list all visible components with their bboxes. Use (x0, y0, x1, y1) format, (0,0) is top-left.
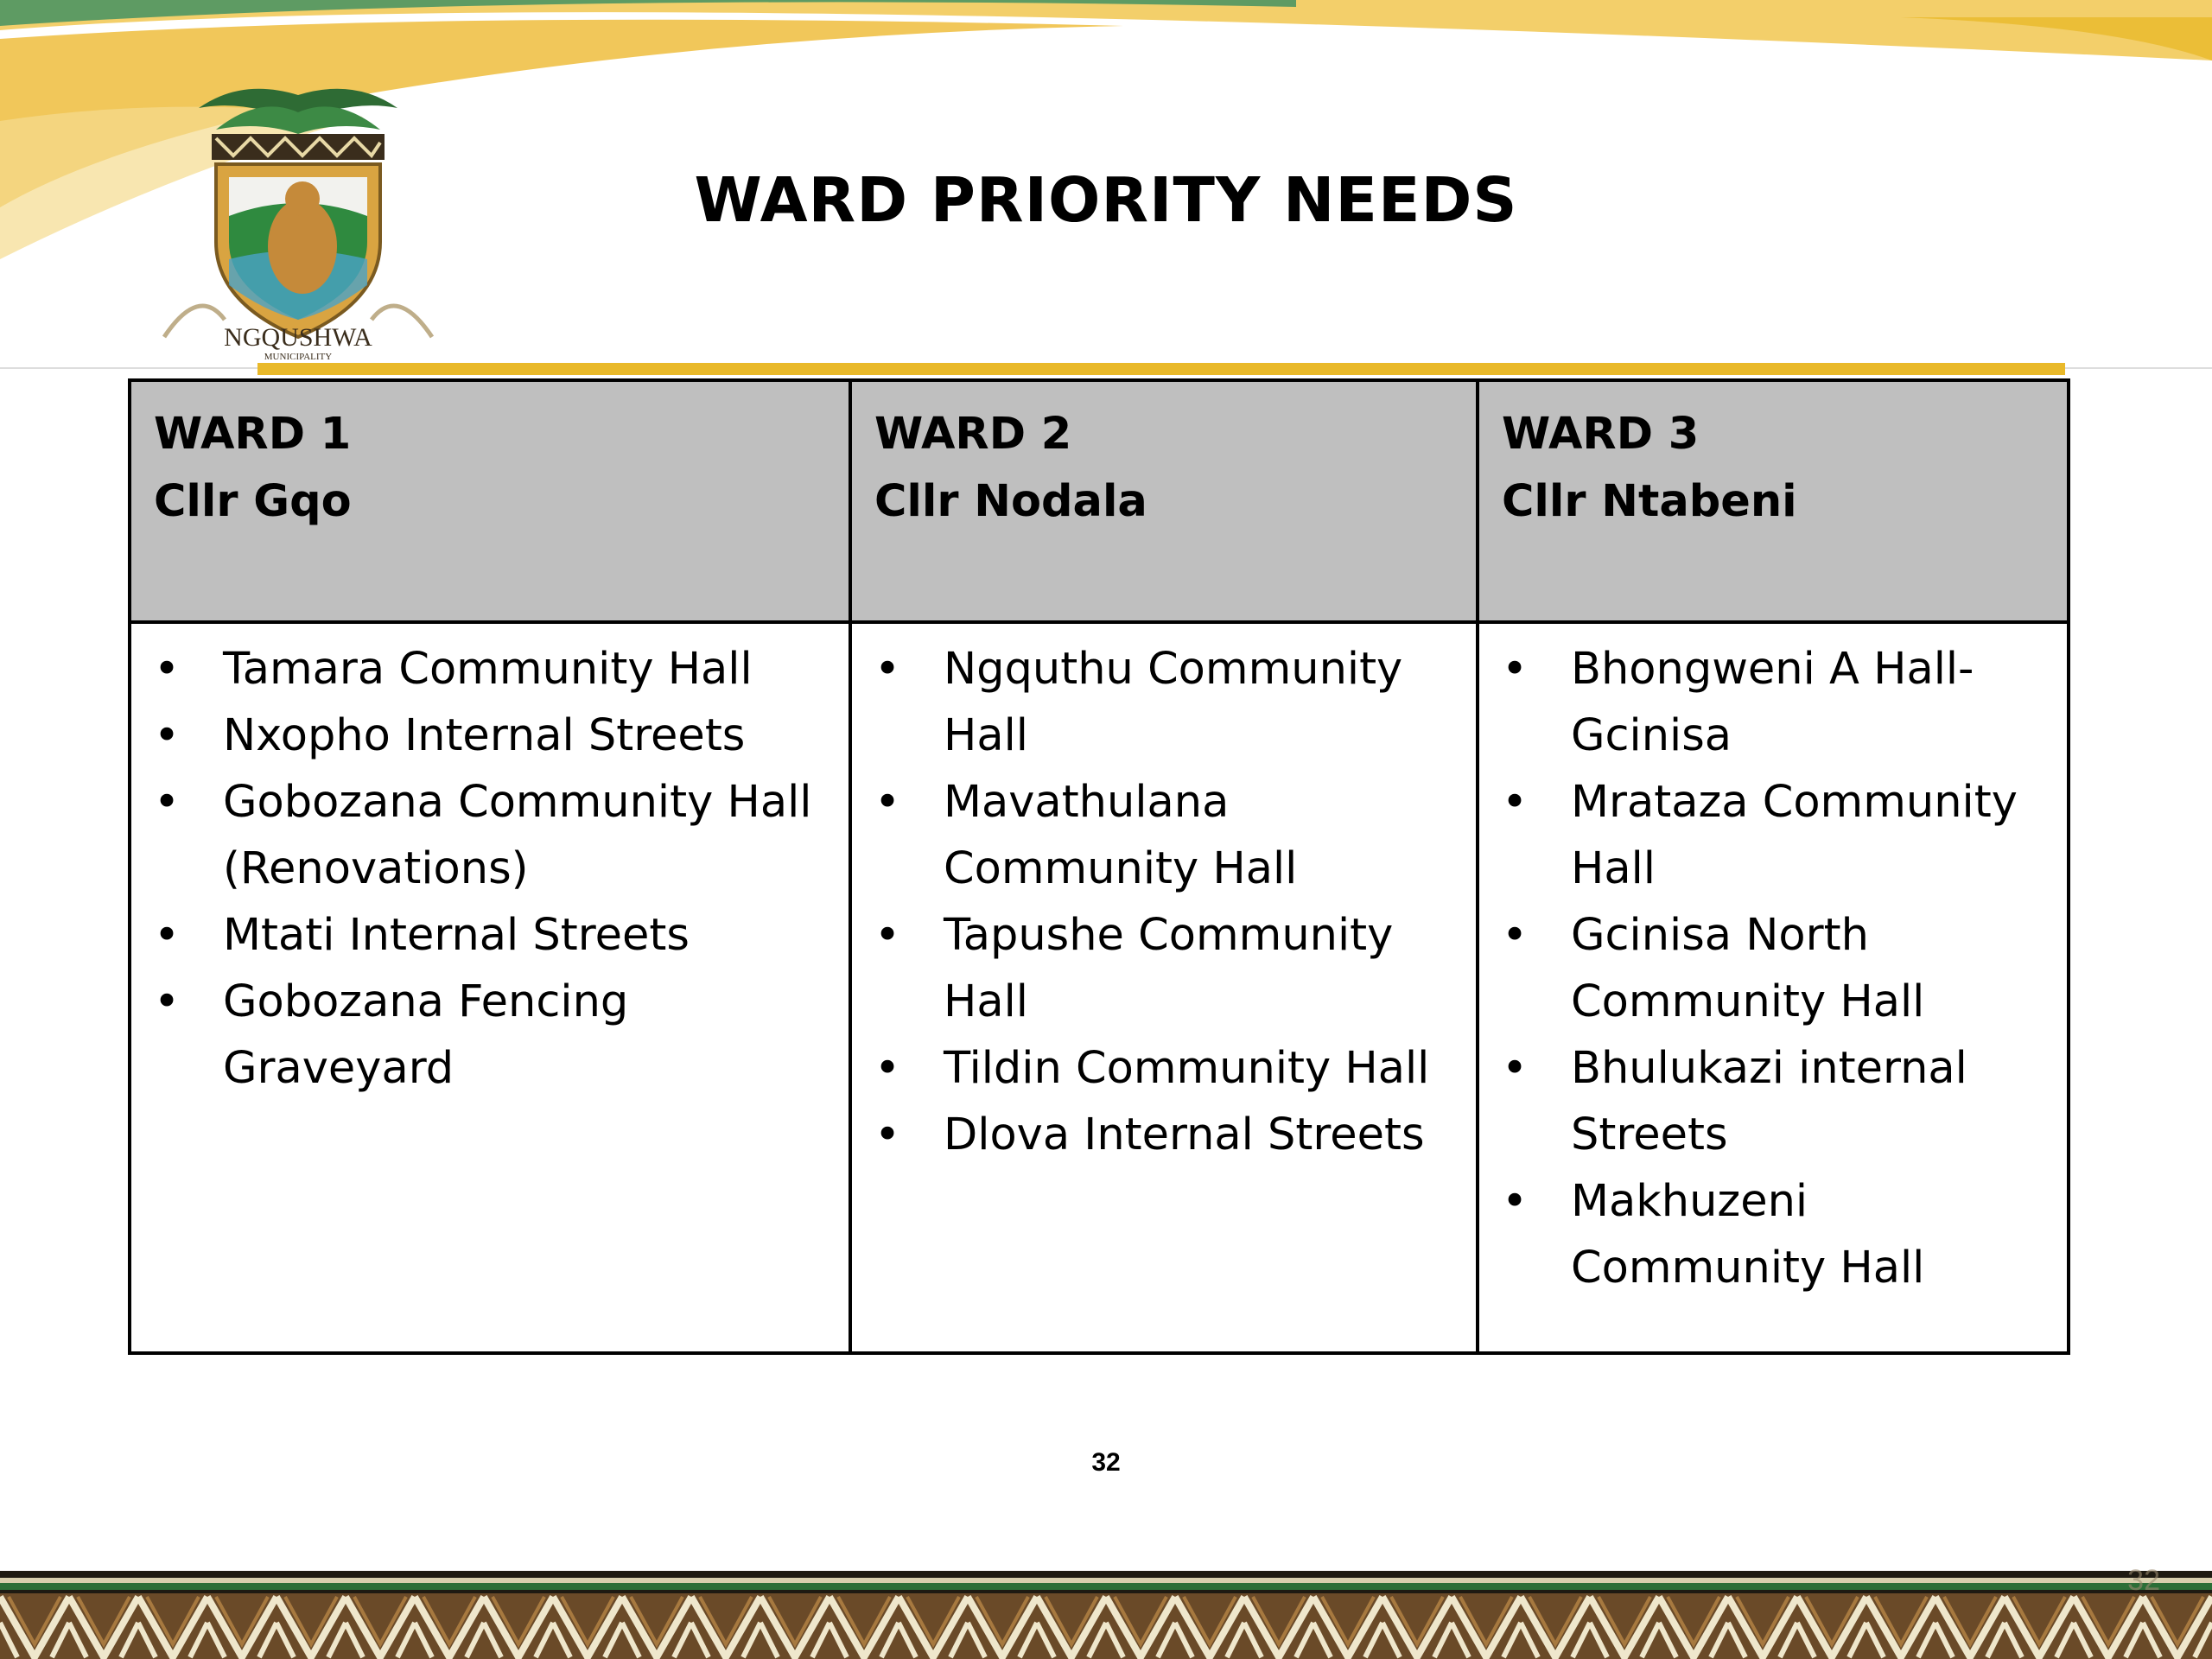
table-header-row (130, 380, 2069, 622)
ward-3-needs-list (1502, 636, 2058, 1301)
list-item: • Tamara Community Hall (154, 636, 840, 702)
slide-title: WARD PRIORITY NEEDS (694, 164, 1518, 236)
table-row (130, 622, 2069, 1353)
list-item: • Nxopho Internal Streets (154, 702, 840, 769)
list-item: • Mavathulana Community Hall (874, 769, 1467, 902)
ward-3-needs-cell (1478, 622, 2069, 1353)
list-item: • Mrataza Community Hall (1502, 769, 2058, 902)
ward-priority-table (128, 378, 2070, 1355)
ward-3-councillor: Cllr Ntabeni (1502, 476, 1797, 527)
list-item: • Tildin Community Hall (874, 1035, 1467, 1102)
ward-1-title: WARD 1 (154, 409, 352, 460)
list-item: • Gobozana Community Hall (Renovations) (154, 769, 840, 902)
logo-subtext: MUNICIPALITY (264, 352, 333, 362)
logo-wordmark: NGQUSHWA (224, 323, 372, 352)
list-item: • Bhongweni A Hall-Gcinisa (1502, 636, 2058, 769)
ward-2-title: WARD 2 (874, 409, 1072, 460)
gold-divider-rule (257, 363, 2065, 375)
list-item: • Bhulukazi internal Streets (1502, 1035, 2058, 1168)
page-number: 32 (1091, 1448, 1121, 1477)
list-item: • Ngquthu Community Hall (874, 636, 1467, 769)
ward-2-needs-cell (850, 622, 1478, 1353)
ward-3-header (1478, 380, 2069, 622)
ward-3-title: WARD 3 (1502, 409, 1700, 460)
list-item: • Dlova Internal Streets (874, 1102, 1467, 1168)
list-item: • Gcinisa North Community Hall (1502, 902, 2058, 1035)
ward-1-councillor: Cllr Gqo (154, 476, 352, 527)
footer-ghost-page-number: 32 (2127, 1564, 2160, 1597)
list-item: • Gobozana Fencing Graveyard (154, 969, 840, 1102)
ward-1-needs-list (154, 636, 840, 1102)
ward-2-needs-list (874, 636, 1467, 1168)
ward-1-header (130, 380, 850, 622)
ward-1-needs-cell (130, 622, 850, 1353)
ward-2-councillor: Cllr Nodala (874, 476, 1147, 527)
list-item: • Mtati Internal Streets (154, 902, 840, 969)
footer-woven-border (0, 1571, 2212, 1659)
list-item: • Tapushe Community Hall (874, 902, 1467, 1035)
list-item: • Makhuzeni Community Hall (1502, 1168, 2058, 1301)
ward-2-header (850, 380, 1478, 622)
